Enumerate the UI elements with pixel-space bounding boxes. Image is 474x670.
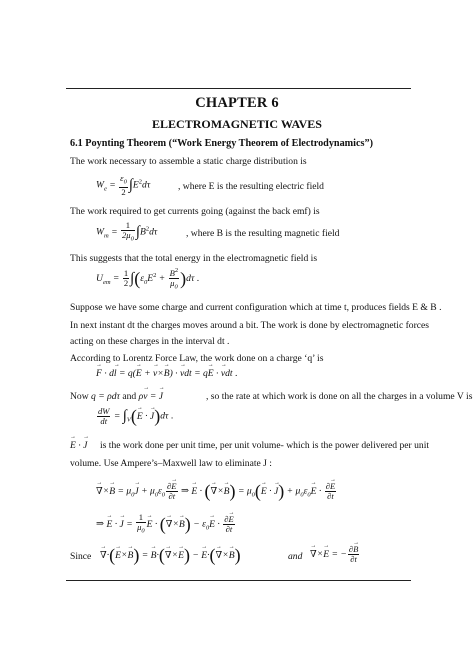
equation-ampere-maxwell: → ∇×→ $B = \mu_0\to J + \mu_0\varepsilon_0$ $\frac{\partial\to E}{\partial t}$ ⇒ → E · (→ ∇×→ $B) = \mu_0(\to E$ · → $J) + \mu_0\varepsilon_0\to E$ · $\frac{\partial\to E}{\partial t}$ (96, 481, 337, 502)
paragraph-line: volume. Use Ampere’s–Maxwell law to eliminate J : (70, 458, 272, 469)
equation-magnetic-energy: $W_m$ = $\frac{1}{2\mu_0}$ $\int B^2d\tau$ (96, 220, 158, 243)
paragraph-line: According to Lorentz Force Law, the work done on a charge ‘q’ is (70, 353, 324, 364)
equation-e-dot-j-derived: ⇒ → E · → J = $\frac{1}{\mu_0}$ → E · (→ ∇×→ $B) - \varepsilon_0\to E$ · $\frac{\partial\to E}{\partial t}$ (96, 513, 236, 536)
paragraph-line: In next instant dt the charges moves around a bit. The work is done by electromagnetic forces (70, 320, 430, 331)
equation-power: $\frac{dW}{dt}$ = $\int_V(\to E$ · → J)dτ . (96, 406, 173, 427)
section-heading: 6.1 Poynting Theorem (“Work Energy Theorem of Electrodynamics”) (70, 138, 373, 149)
equation-e-dot-j: → E · → J (70, 440, 87, 451)
equation-charge-density: Now q = ρdτ and ρ→ v = → J (70, 391, 163, 402)
paragraph-line: This suggests that the total energy in the electromagnetic field is (70, 253, 318, 264)
since-label: Since (70, 551, 92, 562)
paragraph-line: The work necessary to assemble a static charge distribution is (70, 156, 307, 167)
paragraph-line: Suppose we have some charge and current configuration which at time t, produces fields E & B . (70, 302, 442, 313)
chapter-title: ELECTROMAGNETIC WAVES (152, 117, 322, 131)
paragraph-line: is the work done per unit time, per unit volume- which is the power delivered per unit (100, 440, 430, 451)
equation-total-energy: $U_{em}$ = $\frac{1}{2}$ $\int(\varepsilon_0E^2$ + $\frac{B^2}{\mu_0}$ )dτ . (96, 267, 200, 291)
equation-electric-energy: $W_e$ = $\frac{\varepsilon_0}{2}$ $\int E^2d\tau$ (96, 173, 151, 197)
and-label: and (288, 551, 303, 562)
paragraph-line: , where B is the resulting magnetic field (186, 228, 340, 239)
bottom-rule (66, 580, 411, 581)
paragraph-line: acting on these charges in the interval dt . (70, 336, 230, 347)
equation-vector-identity: → ∇·(→ E×→ B) = → B·(→ ∇×→ E) − → E·(→ ∇×→ B) (100, 545, 241, 566)
paragraph-line: , where E is the resulting electric field (178, 181, 324, 192)
paragraph-line: The work required to get currents going (against the back emf) is (70, 206, 320, 217)
equation-faraday: → ∇×→ E = − $\frac{\partial\to B}{\partial t}$ (310, 545, 360, 564)
chapter-heading: CHAPTER 6 (195, 95, 279, 111)
top-rule (66, 88, 411, 89)
equation-lorentz-work: → F · d→ l = q(→ E + → v×→ B) · → vdt = q→ E · → vdt . (96, 368, 237, 379)
paragraph-line: , so the rate at which work is done on all the charges in a volume V is (206, 391, 473, 402)
